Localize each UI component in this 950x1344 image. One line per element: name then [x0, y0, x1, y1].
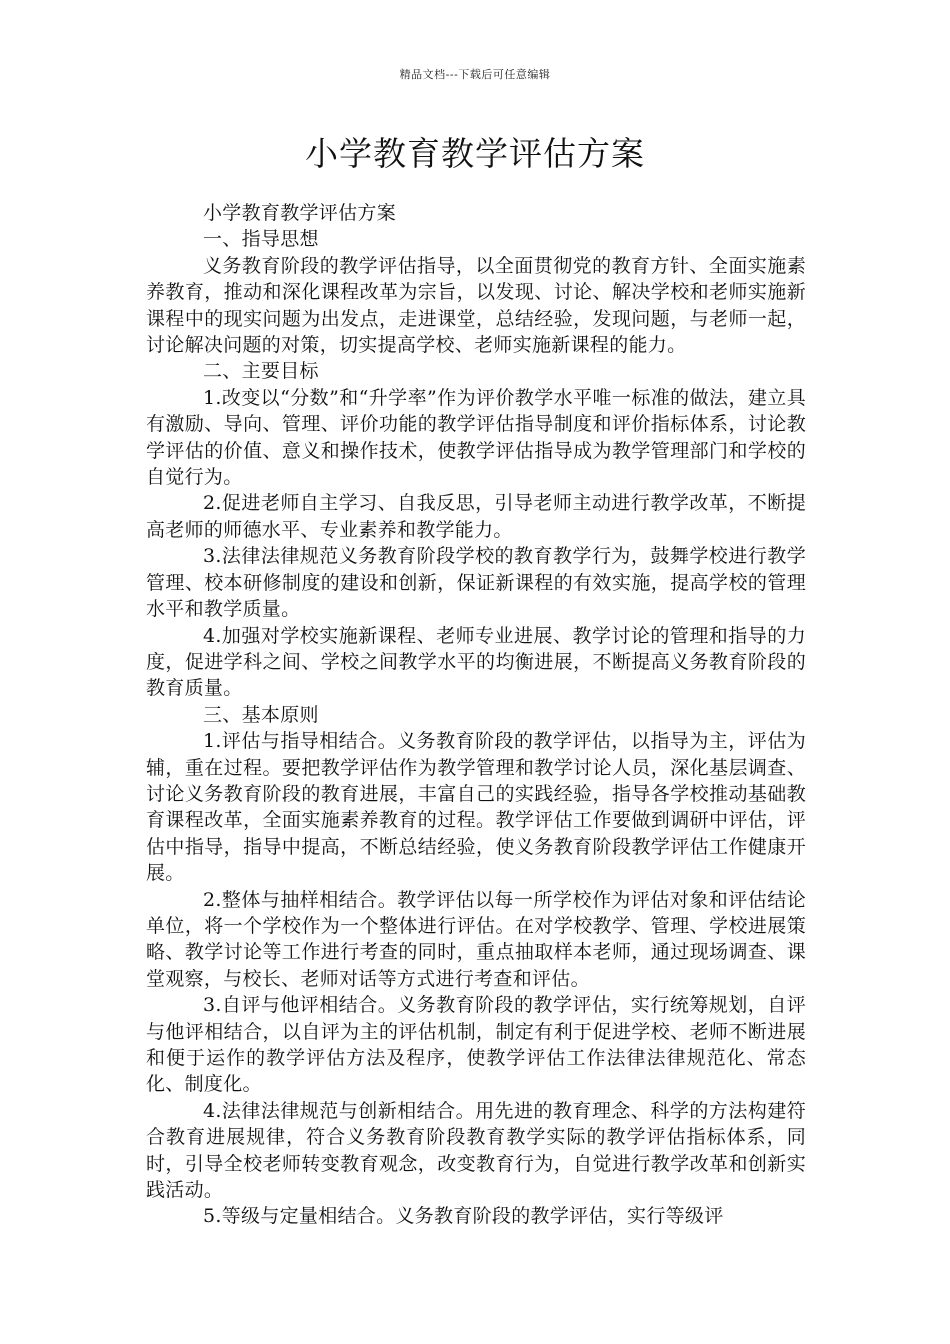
body-paragraph: 4.加强对学校实施新课程、老师专业进展、教学讨论的管理和指导的力度，促进学科之间、学校之间教学水平的均衡进展，不断提高义务教育阶段的教育质量。 — [146, 624, 806, 700]
body-paragraph: 5.等级与定量相结合。义务教育阶段的教学评估，实行等级评 — [203, 1205, 724, 1228]
body-paragraph: 1.评估与指导相结合。义务教育阶段的教学评估，以指导为主，评估为辅，重在过程。要把教学评估作为教学管理和教学讨论人员，深化基层调查、讨论义务教育阶段的教育进展，丰富自己的实践经验，指导各学校推动基础教育课程改革，全面实施素养教育的过程。教学评估工作要做到调研中评估，评估中指导，指导中提高，不断总结经验，使义务教育阶段教学评估工作健康开展。 — [146, 730, 806, 885]
section-heading: 二、主要目标 — [203, 360, 319, 383]
body-paragraph: 2.促进老师自主学习、自我反思，引导老师主动进行教学改革，不断提高老师的师德水平、专业素养和教学能力。 — [146, 492, 806, 541]
body-paragraph: 3.自评与他评相结合。义务教育阶段的教学评估，实行统筹规划，自评与他评相结合，以自评为主的评估机制，制定有利于促进学校、老师不断进展和便于运作的教学评估方法及程序，使教学评估工作法律法律规范化、常态化、制度化。 — [146, 994, 806, 1096]
body-paragraph: 义务教育阶段的教学评估指导，以全面贯彻党的教育方针、全面实施素养教育，推动和深化课程改革为宗旨，以发现、讨论、解决学校和老师实施新课程中的现实问题为出发点，走进课堂，总结经验，发现问题，与老师一起，讨论解决问题的对策，切实提高学校、老师实施新课程的能力。 — [146, 254, 806, 357]
header-note: 精品文档---下载后可任意编辑 — [399, 68, 551, 81]
body-paragraph: 3.法律法律规范义务教育阶段学校的教育教学行为，鼓舞学校进行教学管理、校本研修制度的建设和创新，保证新课程的有效实施，提高学校的管理水平和教学质量。 — [146, 545, 806, 621]
section-heading: 三、基本原则 — [203, 703, 319, 726]
body-paragraph: 4.法律法律规范与创新相结合。用先进的教育理念、科学的方法构建符合教育进展规律，符合义务教育阶段教育教学实际的教学评估指标体系，同时，引导全校老师转变教育观念，改变教育行为，自觉进行教学改革和创新实践活动。 — [146, 1099, 806, 1202]
section-heading: 一、指导思想 — [203, 228, 319, 251]
body-paragraph: 2.整体与抽样相结合。教学评估以每一所学校作为评估对象和评估结论单位，将一个学校作为一个整体进行评估。在对学校教学、管理、学校进展策略、教学讨论等工作进行考查的同时，重点抽取样本老师，通过现场调查、课堂观察，与校长、老师对话等方式进行考查和评估。 — [146, 888, 806, 990]
body-paragraph: 小学教育教学评估方案 — [203, 202, 397, 224]
body-paragraph: 1.改变以“分数”和“升学率”作为评价教学水平唯一标准的做法，建立具有激励、导向、管理、评价功能的教学评估指导制度和评价指标体系，讨论教学评估的价值、意义和操作技术，使教学评估指导成为教学管理部门和学校的自觉行为。 — [146, 386, 806, 489]
document-body — [146, 200, 806, 1230]
document-title: 小学教育教学评估方案 — [305, 134, 645, 173]
